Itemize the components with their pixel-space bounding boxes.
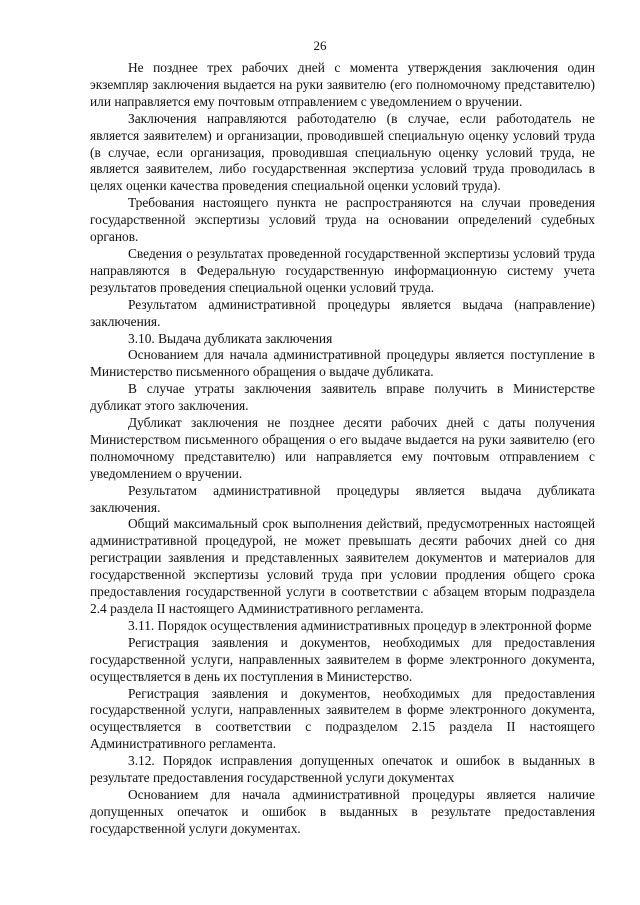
page-number: 26 [313,38,327,53]
paragraph: Основанием для начала административной процедуры является наличие допущенных опечаток и ошибок в выданных в результате предоставления государственной услуги документах. [90,786,595,836]
paragraph: Результатом административной процедуры является выдача дубликата заключения. [90,482,595,515]
paragraph: Результатом административной процедуры является выдача (направление) заключения. [90,296,595,329]
paragraph: Регистрация заявления и документов, необходимых для предоставления государственной услуги, направленных заявителем в форме электронного документа, осуществляется в день их поступления в Министерство. [90,634,595,684]
paragraph: Дубликат заключения не позднее десяти рабочих дней с даты получения Министерством письменного обращения о его выдаче выдается на руки заявителю (его полномочному представителю) или направляется ему почтовым отправлением с уведомлением о вручении. [90,415,595,481]
paragraph: Основанием для начала административной процедуры является поступление в Министерство письменного обращения о выдаче дубликата. [90,347,595,380]
paragraph: Регистрация заявления и документов, необходимых для предоставления государственной услуги, направленных заявителем в форме электронного документа, осуществляется в соответствии с подразделом 2.15 раздела II настоящего Административного регламента. [90,685,595,752]
paragraph: В случае утраты заключения заявитель вправе получить в Министерстве дубликат этого заключения. [90,381,595,414]
document-body [90,60,595,838]
paragraph: Требования настоящего пункта не распространяются на случаи проведения государственной экспертизы условий труда на основании определений судебных органов. [90,195,595,245]
paragraph: Общий максимальный срок выполнения действий, предусмотренных настоящей административной процедурой, не может превышать десяти рабочих дней со дня регистрации заявления и представленных заявителем документов и материалов для государственной экспертизы условий труда при условии продления общего срока предоставления государственной услуги в соответствии с абзацем вторым подраздела 2.4 раздела II настоящего Административного регламента. [90,516,595,616]
paragraph: Сведения о результатах проведенной государственной экспертизы условий труда направляются в Федеральную государственную информационную систему учета результатов проведения специальной оценки условий труда. [90,245,595,295]
paragraph: Заключения направляются работодателю (в случае, если работодатель не является заявителем) и организации, проводившей специальную оценку условий труда (в случае, если организация, проводившая специальную оценку условий труда, не является заявителем, либо государственная экспертиза условий труда проводилась в целях оценки качества проведения специальной оценки условий труда). [90,110,595,194]
section-heading-3-11: 3.11. Порядок осуществления административных процедур в электронной форме [128,617,592,633]
section-heading-3-10: 3.10. Выдача дубликата заключения [128,330,333,346]
section-heading-3-12: 3.12. Порядок исправления допущенных опечаток и ошибок в выданных в результате предоставления государственной услуги документах [90,753,595,786]
paragraph: Не позднее трех рабочих дней с момента утверждения заключения один экземпляр заключения выдается на руки заявителю (его полномочному представителю) или направляется ему почтовым отправлением с уведомлением о вручении. [90,60,595,109]
